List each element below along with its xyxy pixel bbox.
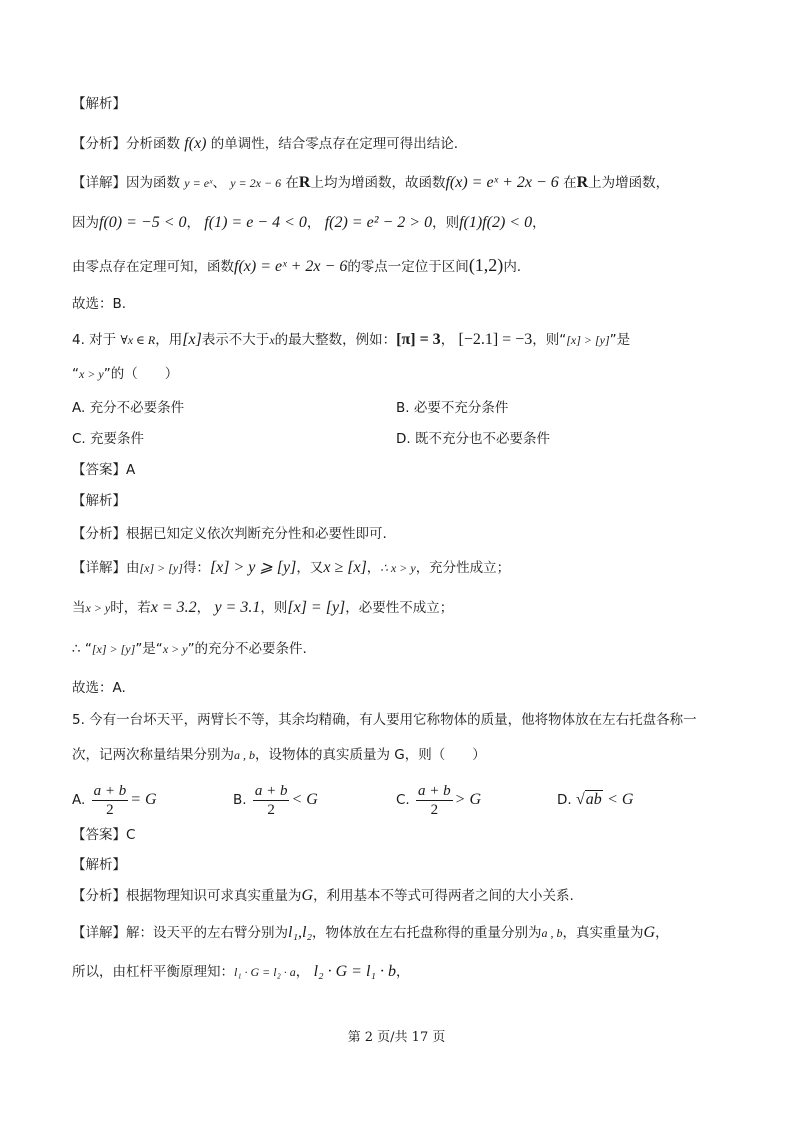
fenxi-text: 根据已知定义依次判断充分性和必要性即可. [126,526,387,542]
q5-xiangjie-line2 [72,962,409,982]
math-expr: a , b [234,748,255,762]
q4-option-c: C. 充要条件 [72,431,145,447]
text: ”的充分不必要条件. [187,641,307,657]
text: ， [366,560,381,576]
text: ， [196,600,211,616]
q4-stem-line1 [72,330,630,350]
fraction [92,782,129,819]
q4-option-a: A. 充分不必要条件 [72,400,185,416]
math-expr: f(1) = e − 4 < 0 [204,214,307,231]
text: 根据物理知识可求真实重量为 [126,888,302,904]
math-expr: l₁,l₂ [288,924,313,941]
text: ， [306,215,321,231]
fenxi-label: 【分析】 [72,526,126,542]
math-expr: [x] > [y] [566,333,610,347]
q5-xiangjie-line1 [72,923,669,943]
text: “ [72,366,79,382]
math-expr: x > y [162,642,188,656]
math-fx: f(x) [184,135,207,152]
text: 因为函数 [126,175,180,191]
math-R: R [298,174,311,191]
text: 内. [503,259,522,275]
text: ，必要性不成立； [345,600,454,616]
q5-option-d [557,778,633,822]
text: 在 [285,175,299,191]
text: ∴ “ [72,641,92,657]
text: ，则 [432,215,460,231]
q4-xiangjie-line1 [72,558,510,578]
text: ，利用基本不等式可得两者之间的大小关系. [313,888,574,904]
text: ，设物体的真实质量为 G，则（ ） [255,747,486,763]
q4-daan: 【答案】A [72,462,136,478]
q3-xiangjie-line1 [72,173,669,193]
math-expr: G [301,887,314,904]
fenxi-label: 【分析】 [72,136,126,152]
math-expr: x [269,333,275,347]
text: ”的（ ） [103,366,179,382]
text: 得： [182,560,210,576]
text: ，则“ [532,332,567,348]
math-expr: y = eˣ [184,176,213,190]
math-interval: (1,2) [468,255,504,275]
text: ，充分性成立； [415,560,511,576]
text: 因为 [72,215,99,231]
text: 的最大整数，例如： [274,332,397,348]
fraction-denominator: 2 [106,801,114,818]
option-label: C. [396,792,410,808]
text: ，则 [260,600,288,616]
math-expr: a , b [541,926,563,940]
text: ， [440,332,455,348]
fenxi-text: 的单调性，结合零点存在定理可得出结论. [210,136,459,152]
text: 所以，由杠杆平衡原理知： [72,964,234,980]
option-label: B. [233,792,247,808]
text: ”是 [609,332,631,348]
option-label: A. [72,792,86,808]
q5-jiexi: 【解析】 [72,857,126,873]
q4-option-b: B. 必要不充分条件 [396,400,509,416]
math-expr: = G [130,791,157,808]
xiangjie-label: 【详解】 [72,175,126,191]
q5-option-c [396,778,481,822]
text: ， [186,215,200,231]
math-expr: x > y [79,367,104,381]
fraction [253,782,290,819]
jiexi-label-q3: 【解析】 [72,96,126,112]
text: ， [395,964,410,980]
text: 解：设天平的左右臂分别为 [126,925,288,941]
text: ，物体放在左右托盘称得的重量分别为 [312,925,542,941]
sqrt-sign: √ [575,791,585,808]
q5-daan: 【答案】C [72,827,136,843]
page-footer: 第 2 页/共 17 页 [347,1030,446,1045]
text: 上为增函数， [588,175,670,191]
q4-option-d: D. 既不充分也不必要条件 [396,431,550,447]
sqrt-radicand: ab [585,791,602,808]
math-expr: ∀x ∈ R [120,333,156,347]
math-expr: f(x) = eˣ + 2x − 6 [234,258,348,275]
fraction-denominator: 2 [267,801,275,818]
fenxi-text: 分析函数 [126,136,180,152]
math-expr: [π] = 3 [396,331,441,348]
q5-option-b [233,778,318,822]
fraction-numerator: a + b [93,782,127,799]
text: ，用 [155,332,183,348]
text: 上均为增函数，故函数 [310,175,446,191]
text: 由零点存在定理可知，函数 [72,259,234,275]
math-expr: [x] = [y] [287,599,346,616]
math-expr: [x] [182,331,202,348]
math-expr: > G [454,791,481,808]
math-expr: f(2) = e² − 2 > 0 [324,214,433,231]
text: 由 [126,560,140,576]
math-expr: x > y [85,601,111,615]
math-expr: < G [607,791,634,808]
fraction-numerator: a + b [254,782,288,799]
math-expr: y = 3.1 [214,599,261,616]
text: 时，若 [110,600,151,616]
math-expr: l₁ · G = l₂ · a [234,965,296,979]
q4-xiangjie-line2 [72,598,453,618]
q3-xiangjie-line2 [72,213,546,233]
fraction [416,782,453,819]
math-expr: x = 3.2 [150,599,197,616]
math-expr: G [643,924,656,941]
math-expr: f(1)f(2) < 0 [459,214,533,231]
text: ”是“ [135,641,163,657]
text: ， [295,964,310,980]
q5-option-a [72,778,157,822]
q4-stem-line2 [72,364,178,384]
q4-jiexi: 【解析】 [72,493,126,509]
text: 、 [212,175,226,191]
text: 表示不大于 [201,332,270,348]
math-expr: [x] > [y] [91,642,136,656]
math-expr: f(0) = −5 < 0 [99,214,187,231]
fenxi-label: 【分析】 [72,888,126,904]
text: 当 [72,600,86,616]
text: 在 [563,175,577,191]
text: 的零点一定位于区间 [347,259,469,275]
math-expr: x ≥ [x] [323,559,367,576]
q5-fenxi [72,886,574,906]
text: ， [532,215,546,231]
q3-fenxi [72,134,458,154]
math-expr: < G [291,791,318,808]
q5-stem-line1: 5. 今有一台坏天平，两臂长不等，其余均精确，有人要用它称物体的质量，他将物体放在左右托盘各称一 [72,712,697,728]
math-R: R [576,174,589,191]
math-expr: f(x) = eˣ + 2x − 6 [445,174,559,191]
text: 4. 对于 [72,332,117,348]
math-expr: ∴ x > y [380,561,416,575]
math-expr: [−2.1] = −3 [458,331,533,348]
fraction-denominator: 2 [430,801,439,818]
option-label: D. [557,792,572,808]
text: ，又 [296,560,324,576]
text: ，真实重量为 [562,925,644,941]
math-expr: [x] > [y] [139,561,183,575]
q5-stem-line2 [72,745,486,765]
q3-answer: 故选：B. [72,296,127,312]
xiangjie-label: 【详解】 [72,925,126,941]
math-expr: y = 2x − 6 [230,176,282,190]
q4-fenxi [72,524,387,544]
fraction-numerator: a + b [418,782,451,799]
math-expr: [x] > y ⩾ [y] [209,559,297,576]
text: ， [655,925,669,941]
q4-answer: 故选：A. [72,680,126,696]
xiangjie-label: 【详解】 [72,560,126,576]
q4-xiangjie-line3 [72,639,307,659]
text: 次，记两次称量结果分别为 [72,747,234,763]
math-expr: l₂ · G = l₁ · b [313,963,396,980]
q3-xiangjie-line3 [72,255,521,277]
